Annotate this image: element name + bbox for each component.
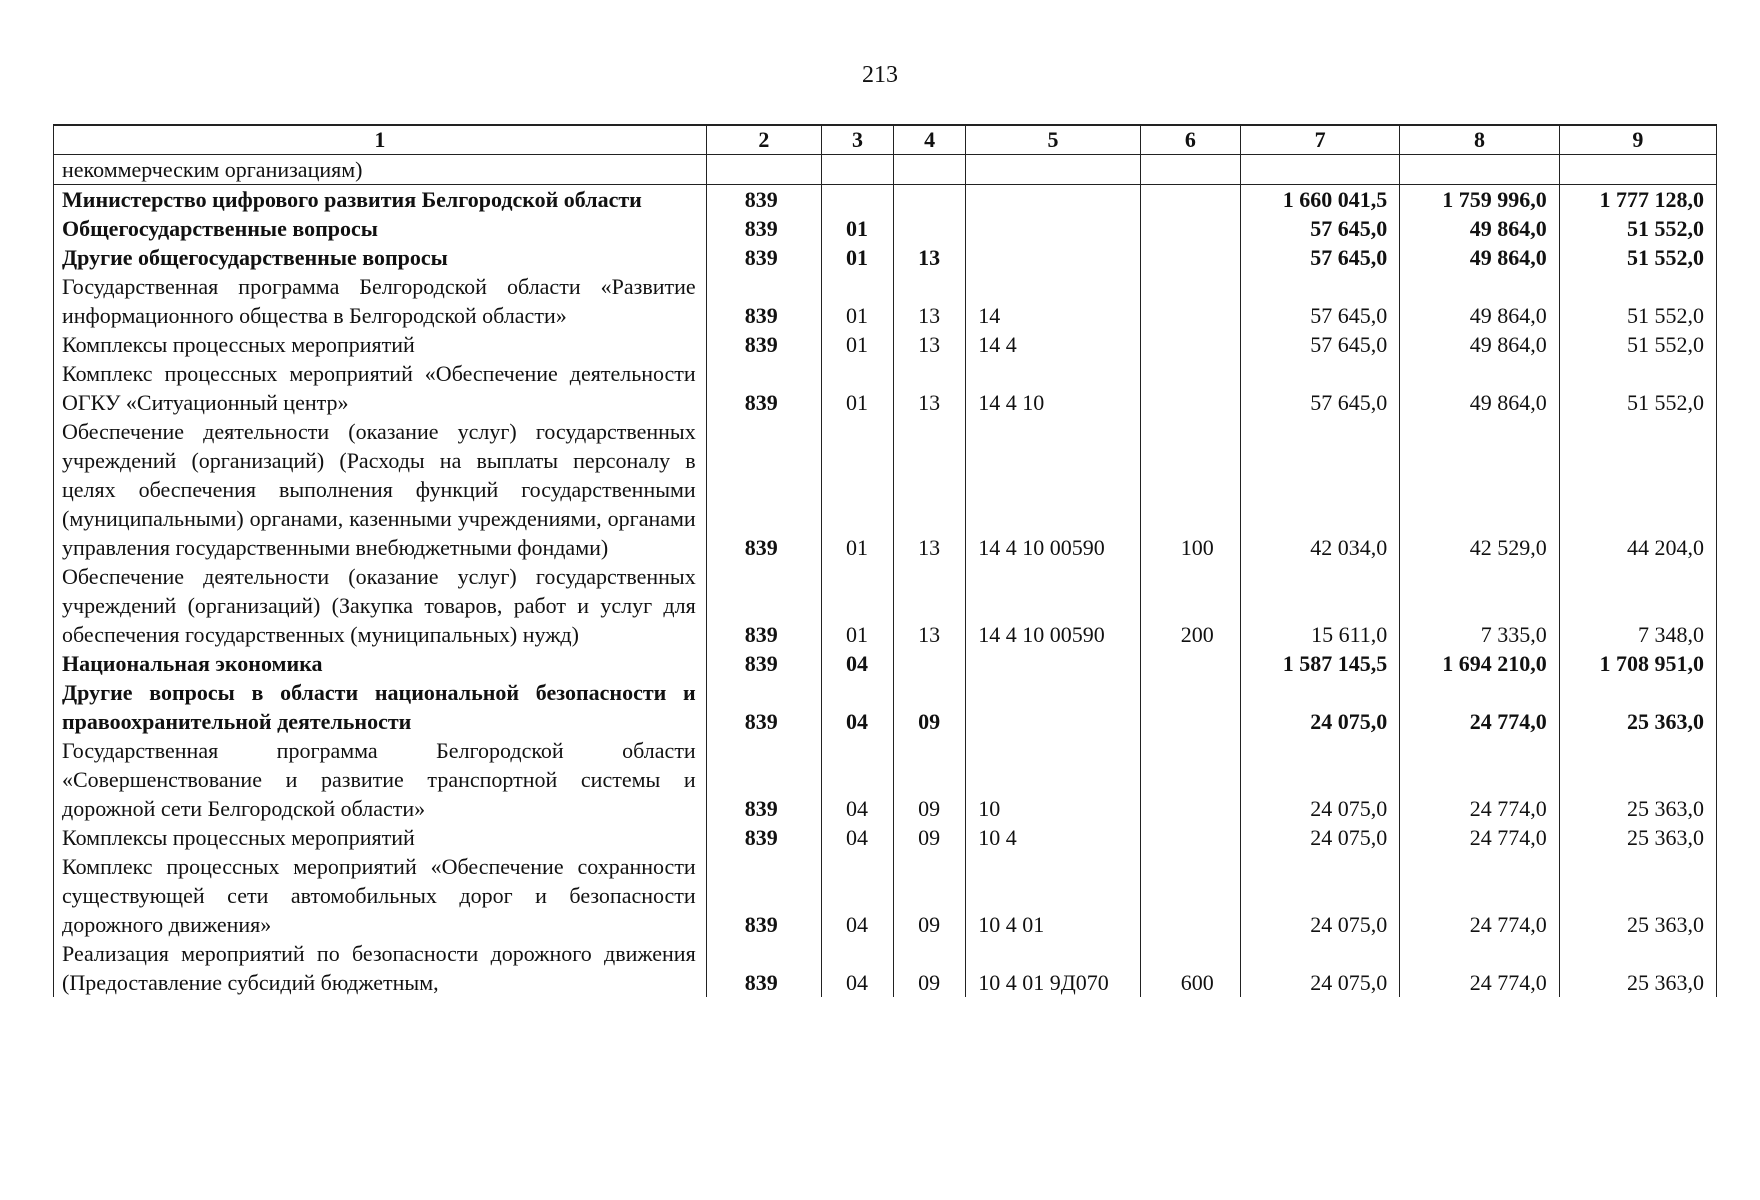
col5-value: 14 4 10 [966, 359, 1140, 417]
col7-value: 24 075,0 [1240, 939, 1399, 997]
row-name: Национальная экономика [54, 649, 707, 678]
col6-value [1140, 852, 1240, 939]
table-row [54, 243, 1717, 272]
row-name: Комплекс процессных мероприятий «Обеспечение деятельности ОГКУ «Ситуационный центр» [54, 359, 707, 417]
col9-value: 51 552,0 [1559, 272, 1716, 330]
col3-value: 01 [821, 562, 893, 649]
col8-value: 42 529,0 [1400, 417, 1559, 562]
col9-value: 25 363,0 [1559, 678, 1716, 736]
col8-value: 24 774,0 [1400, 823, 1559, 852]
row-name: Обеспечение деятельности (оказание услуг) государственных учреждений (организаций) (Расходы на выплаты персоналу в целях обеспечения выполнения функций государственными (муниципальными) органами, казенными учреждениями, органами управления государственными внебюджетными фондами) [54, 417, 707, 562]
col2-value: 839 [706, 678, 821, 736]
col4-value: 09 [894, 736, 966, 823]
col8-value: 49 864,0 [1400, 330, 1559, 359]
col7-value: 57 645,0 [1240, 272, 1399, 330]
col4-value: 13 [894, 417, 966, 562]
col8-value: 24 774,0 [1400, 678, 1559, 736]
col2-value: 839 [706, 417, 821, 562]
col7-value: 15 611,0 [1240, 562, 1399, 649]
col3-value: 04 [821, 823, 893, 852]
table-row [54, 417, 1717, 562]
col3-value: 01 [821, 272, 893, 330]
col5-value [966, 243, 1140, 272]
col7-value: 24 075,0 [1240, 678, 1399, 736]
col8-value: 49 864,0 [1400, 243, 1559, 272]
col5-value [966, 214, 1140, 243]
row-name: Комплексы процессных мероприятий [54, 823, 707, 852]
table-row [54, 736, 1717, 823]
col7-value: 42 034,0 [1240, 417, 1399, 562]
col4-value: 13 [894, 562, 966, 649]
col4-value: 09 [894, 678, 966, 736]
col9-value: 51 552,0 [1559, 214, 1716, 243]
col2-value [706, 155, 821, 185]
table-row [54, 678, 1717, 736]
col6-value [1140, 359, 1240, 417]
col8-value: 24 774,0 [1400, 736, 1559, 823]
col7-value: 57 645,0 [1240, 330, 1399, 359]
column-header: 7 [1240, 125, 1399, 155]
col9-value: 51 552,0 [1559, 330, 1716, 359]
col9-value: 51 552,0 [1559, 359, 1716, 417]
col2-value: 839 [706, 272, 821, 330]
table-row [54, 155, 1717, 185]
col8-value: 1 759 996,0 [1400, 185, 1559, 215]
col4-value [894, 155, 966, 185]
col3-value: 04 [821, 852, 893, 939]
col5-value: 14 [966, 272, 1140, 330]
col6-value [1140, 736, 1240, 823]
col8-value: 49 864,0 [1400, 272, 1559, 330]
col9-value: 7 348,0 [1559, 562, 1716, 649]
col6-value [1140, 330, 1240, 359]
col2-value: 839 [706, 736, 821, 823]
col5-value: 14 4 10 00590 [966, 417, 1140, 562]
col6-value [1140, 823, 1240, 852]
col6-value [1140, 243, 1240, 272]
col3-value: 01 [821, 243, 893, 272]
col5-value: 10 4 01 [966, 852, 1140, 939]
col5-value [966, 649, 1140, 678]
col2-value: 839 [706, 823, 821, 852]
col5-value [966, 155, 1140, 185]
budget-table [53, 124, 1717, 997]
col7-value [1240, 155, 1399, 185]
table-row [54, 330, 1717, 359]
col7-value: 24 075,0 [1240, 736, 1399, 823]
col6-value: 600 [1140, 939, 1240, 997]
col2-value: 839 [706, 185, 821, 215]
table-header-row [54, 125, 1717, 155]
col3-value: 04 [821, 678, 893, 736]
table-row [54, 823, 1717, 852]
col9-value [1559, 155, 1716, 185]
page-number: 213 [862, 62, 898, 88]
column-header: 5 [966, 125, 1140, 155]
col5-value: 10 4 01 9Д070 [966, 939, 1140, 997]
col5-value: 14 4 [966, 330, 1140, 359]
row-name: Комплексы процессных мероприятий [54, 330, 707, 359]
col3-value: 04 [821, 736, 893, 823]
col9-value: 1 777 128,0 [1559, 185, 1716, 215]
col4-value: 13 [894, 272, 966, 330]
col3-value: 01 [821, 417, 893, 562]
col2-value: 839 [706, 649, 821, 678]
column-header: 8 [1400, 125, 1559, 155]
col9-value: 1 708 951,0 [1559, 649, 1716, 678]
col2-value: 839 [706, 852, 821, 939]
col4-value: 09 [894, 823, 966, 852]
row-name: Государственная программа Белгородской области «Совершенствование и развитие транспортной системы и дорожной сети Белгородской области» [54, 736, 707, 823]
col4-value: 13 [894, 359, 966, 417]
col9-value: 25 363,0 [1559, 939, 1716, 997]
column-header: 6 [1140, 125, 1240, 155]
col6-value [1140, 649, 1240, 678]
col4-value [894, 649, 966, 678]
row-name: некоммерческим организациям) [54, 155, 707, 185]
row-name: Министерство цифрового развития Белгородской области [54, 185, 707, 215]
row-name: Комплекс процессных мероприятий «Обеспечение сохранности существующей сети автомобильных дорог и безопасности дорожного движения» [54, 852, 707, 939]
col3-value: 01 [821, 359, 893, 417]
row-name: Общегосударственные вопросы [54, 214, 707, 243]
col9-value: 25 363,0 [1559, 852, 1716, 939]
col7-value: 24 075,0 [1240, 823, 1399, 852]
row-name: Другие вопросы в области национальной безопасности и правоохранительной деятельности [54, 678, 707, 736]
col8-value [1400, 155, 1559, 185]
col4-value: 09 [894, 852, 966, 939]
table-row [54, 185, 1717, 215]
col3-value: 01 [821, 330, 893, 359]
table-row [54, 649, 1717, 678]
col8-value: 24 774,0 [1400, 852, 1559, 939]
column-header: 1 [54, 125, 707, 155]
col5-value: 10 [966, 736, 1140, 823]
col7-value: 57 645,0 [1240, 243, 1399, 272]
table-row [54, 939, 1717, 997]
column-header: 3 [821, 125, 893, 155]
col9-value: 25 363,0 [1559, 736, 1716, 823]
col8-value: 7 335,0 [1400, 562, 1559, 649]
col8-value: 49 864,0 [1400, 214, 1559, 243]
col8-value: 24 774,0 [1400, 939, 1559, 997]
col6-value: 200 [1140, 562, 1240, 649]
col8-value: 1 694 210,0 [1400, 649, 1559, 678]
col6-value [1140, 185, 1240, 215]
col4-value: 13 [894, 243, 966, 272]
col6-value: 100 [1140, 417, 1240, 562]
col5-value [966, 185, 1140, 215]
col3-value: 04 [821, 939, 893, 997]
col8-value: 49 864,0 [1400, 359, 1559, 417]
table-row [54, 852, 1717, 939]
col7-value: 57 645,0 [1240, 359, 1399, 417]
col3-value: 04 [821, 649, 893, 678]
col7-value: 1 660 041,5 [1240, 185, 1399, 215]
table-row [54, 214, 1717, 243]
col7-value: 24 075,0 [1240, 852, 1399, 939]
row-name: Государственная программа Белгородской области «Развитие информационного общества в Белгородской области» [54, 272, 707, 330]
row-name: Реализация мероприятий по безопасности дорожного движения (Предоставление субсидий бюджетным, [54, 939, 707, 997]
col4-value: 13 [894, 330, 966, 359]
col6-value [1140, 155, 1240, 185]
col2-value: 839 [706, 562, 821, 649]
table-row [54, 562, 1717, 649]
col4-value [894, 185, 966, 215]
col6-value [1140, 272, 1240, 330]
col5-value: 10 4 [966, 823, 1140, 852]
col6-value [1140, 678, 1240, 736]
table-row [54, 272, 1717, 330]
col2-value: 839 [706, 214, 821, 243]
col3-value: 01 [821, 214, 893, 243]
col7-value: 57 645,0 [1240, 214, 1399, 243]
col2-value: 839 [706, 359, 821, 417]
column-header: 2 [706, 125, 821, 155]
col3-value [821, 155, 893, 185]
col4-value: 09 [894, 939, 966, 997]
col7-value: 1 587 145,5 [1240, 649, 1399, 678]
column-header: 4 [894, 125, 966, 155]
row-name: Обеспечение деятельности (оказание услуг) государственных учреждений (организаций) (Закупка товаров, работ и услуг для обеспечения государственных (муниципальных) нужд) [54, 562, 707, 649]
col9-value: 51 552,0 [1559, 243, 1716, 272]
col2-value: 839 [706, 939, 821, 997]
column-header: 9 [1559, 125, 1716, 155]
row-name: Другие общегосударственные вопросы [54, 243, 707, 272]
col2-value: 839 [706, 243, 821, 272]
col5-value [966, 678, 1140, 736]
col2-value: 839 [706, 330, 821, 359]
col4-value [894, 214, 966, 243]
col9-value: 44 204,0 [1559, 417, 1716, 562]
col3-value [821, 185, 893, 215]
col9-value: 25 363,0 [1559, 823, 1716, 852]
col5-value: 14 4 10 00590 [966, 562, 1140, 649]
table-row [54, 359, 1717, 417]
col6-value [1140, 214, 1240, 243]
